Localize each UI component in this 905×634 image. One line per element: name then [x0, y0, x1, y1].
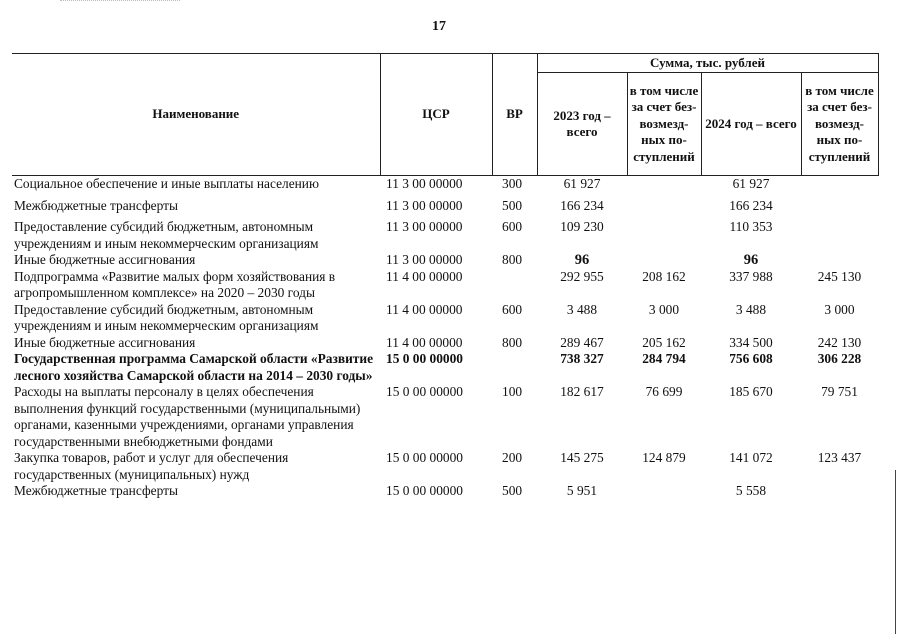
row-2023-grants: [627, 483, 701, 500]
row-2024-grants: 242 130: [817, 334, 862, 350]
right-margin-rule: [895, 470, 896, 634]
table-row: [12, 483, 878, 500]
row-name: Государственная программа Самарской области «Развитие лесного хозяйства Самарской области на 2014 – 2030 годы»: [14, 351, 374, 383]
table-row: [12, 214, 878, 252]
table-row-program: [12, 351, 878, 384]
row-2023-grants: 124 879: [642, 450, 686, 465]
row-2023-grants: 205 162: [642, 334, 686, 350]
row-vr: 300: [502, 176, 523, 191]
row-2024-total: 185 670: [729, 384, 773, 399]
row-vr: 800: [502, 252, 523, 267]
row-csr: 15 0 00 00000: [386, 351, 463, 366]
table-row: [12, 193, 878, 215]
row-2023-grants: [627, 193, 701, 215]
row-2024-total: 3 488: [735, 301, 767, 317]
row-2024-grants: [801, 176, 878, 193]
row-2024-grants: 123 437: [817, 450, 862, 465]
row-2024-total: 166 234: [729, 197, 773, 213]
table-row: [12, 176, 878, 193]
scan-artifact: [60, 0, 180, 5]
row-csr: 11 3 00 00000: [386, 219, 463, 234]
row-2023-grants: 208 162: [642, 268, 686, 284]
header-2023-grants: в том числе за счет без-возмезд-ных по-ступлений: [627, 73, 701, 176]
header-2024-grants: в том числе за счет без-возмезд-ных по-ступлений: [801, 73, 878, 176]
row-2024-grants: [801, 483, 878, 500]
row-csr: 15 0 00 00000: [386, 483, 463, 498]
row-2023-total: 61 927: [563, 176, 601, 191]
table-row: [12, 384, 878, 450]
row-vr: 600: [502, 301, 523, 317]
row-csr: 11 3 00 00000: [386, 197, 463, 213]
row-2023-grants: [627, 252, 701, 269]
row-2024-total: 96: [743, 252, 759, 268]
row-2024-grants: 79 751: [821, 384, 858, 399]
row-2023-total: 738 327: [560, 351, 604, 366]
row-2024-total: 110 353: [729, 219, 773, 234]
page-number: 17: [432, 19, 446, 34]
row-vr: [492, 351, 537, 384]
header-2023-total: 2023 год – всего: [537, 73, 627, 176]
row-2023-grants: [627, 176, 701, 193]
header-csr: ЦСР: [380, 54, 492, 176]
row-csr: 15 0 00 00000: [386, 384, 463, 399]
row-vr: 100: [502, 384, 523, 399]
row-csr: 11 4 00 00000: [386, 301, 463, 317]
table-body: [12, 176, 878, 500]
table-row: [12, 302, 878, 335]
row-name: Расходы на выплаты персоналу в целях обеспечения выполнения функций государственными (муниципальными) органами, казенными учреждениями, органами управления государственными внебюджетными фондами: [14, 384, 361, 449]
row-csr: 11 4 00 00000: [386, 334, 463, 350]
row-2024-grants: 3 000: [824, 301, 855, 317]
header-sum-group: Сумма, тыс. рублей: [537, 54, 878, 73]
table-row: [12, 252, 878, 269]
row-2024-grants: [801, 214, 878, 252]
table-row: [12, 450, 878, 483]
row-2024-total: 61 927: [732, 176, 770, 191]
row-vr: 200: [502, 450, 523, 465]
row-2023-total: 289 467: [560, 334, 604, 350]
header-2024-total: 2024 год – всего: [701, 73, 801, 176]
row-2023-grants: [627, 214, 701, 252]
budget-table: [12, 53, 879, 500]
row-vr: 500: [502, 483, 523, 498]
row-2023-grants: 76 699: [645, 384, 683, 399]
row-2023-grants: 3 000: [648, 301, 680, 317]
row-2024-grants: 306 228: [817, 351, 862, 366]
row-name: Социальное обеспечение и иные выплаты населению: [14, 176, 319, 191]
row-csr: 15 0 00 00000: [386, 450, 463, 465]
row-name: Предоставление субсидий бюджетным, автономным учреждениям и иным некоммерческим организациям: [14, 301, 319, 333]
row-2024-total: 337 988: [729, 268, 773, 284]
table-row: [12, 269, 878, 302]
row-name: Предоставление субсидий бюджетным, автономным учреждениям и иным некоммерческим организациям: [14, 219, 319, 251]
header-vr: ВР: [492, 54, 537, 176]
row-2023-total: 182 617: [560, 384, 604, 399]
row-vr: [492, 269, 537, 302]
row-2023-total: 292 955: [560, 268, 604, 284]
row-2024-total: 334 500: [729, 334, 773, 350]
row-name: Межбюджетные трансферты: [14, 483, 178, 498]
row-name: Подпрограмма «Развитие малых форм хозяйствования в агропромышленном комплексе» на 2020 – 2030 годы: [14, 268, 336, 300]
row-2023-total: 145 275: [560, 450, 604, 465]
row-csr: 11 4 00 00000: [386, 268, 463, 284]
row-2024-grants: [801, 252, 878, 269]
row-name: Иные бюджетные ассигнования: [14, 334, 196, 350]
row-csr: 11 3 00 00000: [386, 252, 463, 267]
header-name: Наименование: [12, 54, 380, 176]
row-name: Закупка товаров, работ и услуг для обеспечения государственных (муниципальных) нужд: [14, 450, 289, 482]
row-2024-grants: 245 130: [817, 268, 862, 284]
row-csr: 11 3 00 00000: [386, 176, 463, 191]
row-2023-total: 3 488: [566, 301, 598, 317]
table-header: [12, 54, 878, 176]
row-vr: 800: [502, 334, 523, 350]
row-2023-grants: 284 794: [642, 351, 686, 366]
row-2024-total: 5 558: [735, 483, 767, 498]
row-name: Межбюджетные трансферты: [14, 197, 178, 213]
row-2023-total: 96: [574, 252, 590, 268]
table-row: [12, 335, 878, 352]
row-2024-total: 756 608: [729, 351, 773, 366]
row-2023-total: 5 951: [566, 483, 598, 498]
row-2024-grants: [801, 193, 878, 215]
row-2023-total: 109 230: [560, 219, 604, 234]
row-vr: 600: [502, 219, 523, 234]
row-2023-total: 166 234: [560, 197, 604, 213]
row-name: Иные бюджетные ассигнования: [14, 252, 196, 267]
row-2024-total: 141 072: [729, 450, 773, 465]
row-vr: 500: [502, 197, 523, 213]
